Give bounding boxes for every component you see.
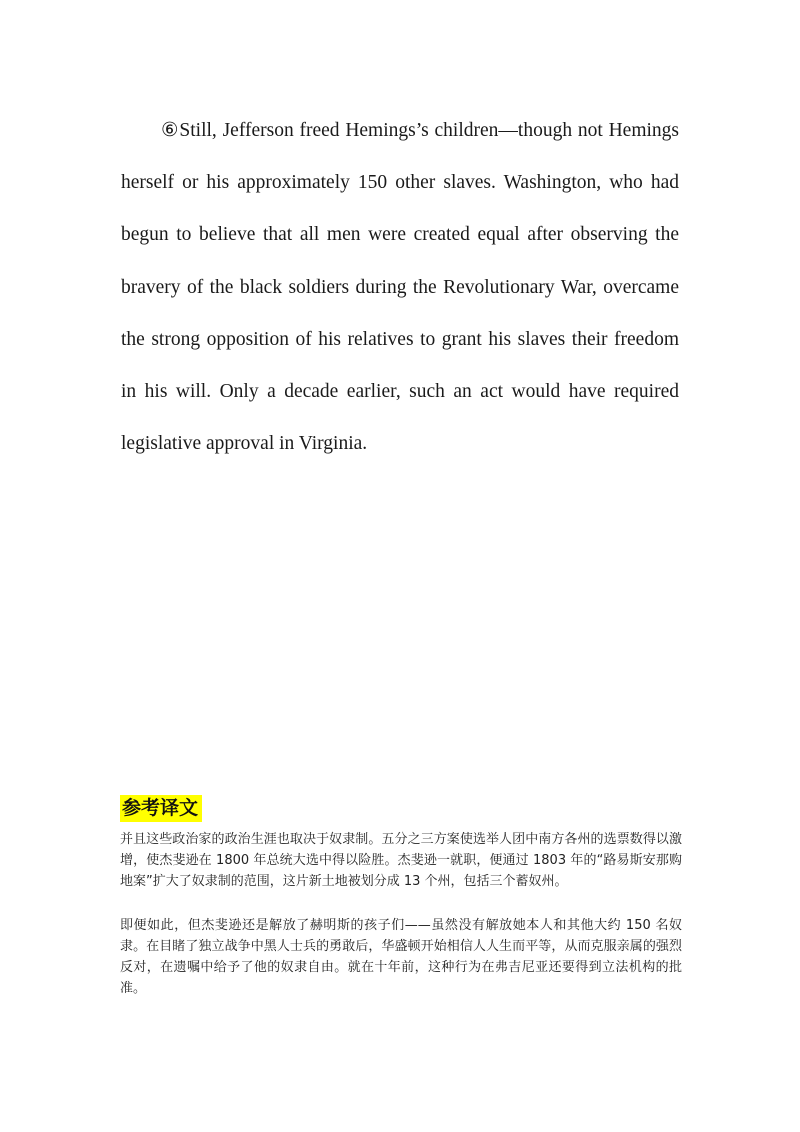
translation-heading: 参考译文 (120, 795, 202, 822)
translation-paragraph-2: 即便如此，但杰斐逊还是解放了赫明斯的孩子们——虽然没有解放她本人和其他大约 150 名奴隶。在目睹了独立战争中黑人士兵的勇敢后，华盛顿开始相信人人生而平等，从而克服亲属的强烈反对，在遗嘱中给予了他的奴隶自由。就在十年前，这种行为在弗吉尼亚还要得到立法机构的批准。 (120, 918, 683, 996)
translation-paragraph-1: 并且这些政治家的政治生涯也取决于奴隶制。五分之三方案使选举人团中南方各州的选票数得以激增，使杰斐逊在 1800 年总统大选中得以险胜。杰斐逊一就职，便通过 1803 年的“路易斯安那购地案”扩大了奴隶制的范围，这片新土地被划分成 13 个州，包括三个蓄奴州。 (120, 832, 682, 889)
english-paragraph-6: ⑥Still, Jefferson freed Hemings’s children—though not Hemings herself or his approximately 150 other slaves. Washington, who had begun to believe that all men were created equal after observing the bravery of the black soldiers during the Revolutionary War, overcame the strong opposition of his relatives to grant his slaves their freedom in his will. Only a decade earlier, such an act would have required legislative approval in Virginia. (121, 120, 679, 455)
